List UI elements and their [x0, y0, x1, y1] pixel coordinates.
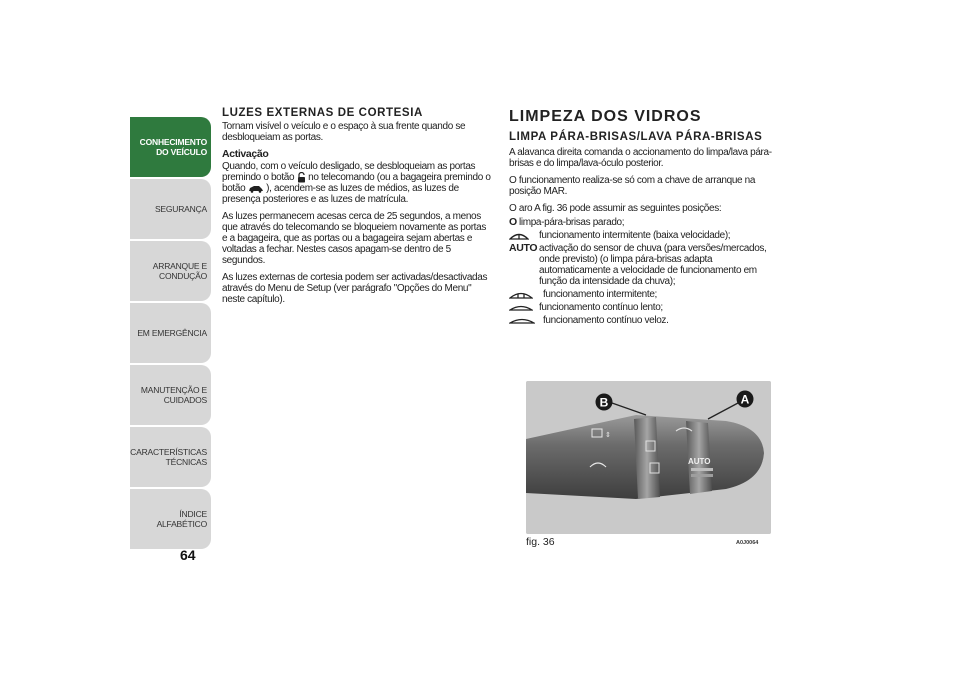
key-paragraph: O funcionamento realiza-se só com a chave de arranque na posição MAR.	[509, 175, 756, 197]
activation-paragraph: Quando, com o veículo desligado, se desbloqueiam as portas premindo o botão no telecomando (ou a bagageira premindo o botão ), acendem-se as luzes de médios, as luzes de presença posteriores e as luzes de matrícula.	[222, 161, 491, 206]
stalk-auto-label: AUTO	[688, 457, 711, 466]
car-trunk-icon	[248, 184, 264, 193]
chapter-tabs	[130, 117, 211, 551]
tab-conhecimento-do-veiculo[interactable]	[130, 117, 211, 177]
tab-label: ARRANQUE E	[152, 261, 207, 271]
lever-paragraph: A alavanca direita comanda o accionamento do limpa/lava pára-brisas e do limpa/lava-óculo posterior.	[509, 147, 772, 169]
tab-label: CARACTERÍSTICAS	[130, 447, 207, 457]
list-item	[509, 302, 779, 313]
tab-em-emergencia[interactable]	[130, 303, 211, 363]
intro-paragraph: Tornam visível o veículo e o espaço à sua frente quando se desbloqueiam as portas.	[222, 121, 466, 143]
position-text: funcionamento contínuo lento;	[539, 302, 663, 313]
tab-indice-alfabetico[interactable]	[130, 489, 211, 549]
positions-intro: O aro A fig. 36 pode assumir as seguintes posições:	[509, 203, 722, 214]
list-item	[509, 243, 779, 287]
tab-label: CONDUÇÃO	[159, 271, 207, 281]
page-number: 64	[180, 547, 196, 563]
right-column	[509, 108, 779, 328]
tab-label: ÍNDICE ALFABÉTICO	[156, 509, 207, 529]
tab-seguranca[interactable]	[130, 179, 211, 239]
tab-label: CUIDADOS	[163, 395, 207, 405]
tab-label: TÉCNICAS	[165, 457, 207, 467]
left-column	[222, 108, 492, 311]
callout-a-label: A	[740, 392, 750, 407]
figure-code: A0J0064	[736, 540, 759, 546]
position-text: funcionamento intermitente;	[543, 289, 657, 300]
position-symbol: O	[509, 216, 517, 228]
tab-manutencao-e-cuidados[interactable]	[130, 365, 211, 425]
wiper-intermittent-fast-icon	[509, 291, 533, 299]
position-text: activação do sensor de chuva (para versões/mercados, onde previsto) (o limpa pára-brisas adapta automaticamente a velocidade de funcionamento em função da intensidade da chuva);	[539, 243, 767, 287]
wiper-fast-icon	[509, 317, 535, 324]
position-text: limpa-pára-brisas parado;	[519, 217, 625, 228]
wiper-intermittent-icon	[509, 232, 529, 240]
subheading: Activação	[222, 148, 269, 160]
tab-label: CONHECIMENTO	[139, 137, 207, 147]
tab-caracteristicas-tecnicas[interactable]	[130, 427, 211, 487]
list-item	[509, 289, 779, 300]
figure-caption: fig. 36	[526, 536, 555, 548]
list-item	[509, 230, 779, 241]
tab-arranque-e-conducao[interactable]	[130, 241, 211, 301]
tab-label: MANUTENÇÃO E	[140, 385, 207, 395]
list-item	[509, 217, 779, 228]
list-item	[509, 315, 779, 326]
wiper-slow-icon	[509, 304, 533, 311]
section-title: LIMPEZA DOS VIDROS	[509, 108, 702, 125]
position-text: funcionamento contínuo veloz.	[543, 315, 669, 326]
setup-paragraph: As luzes externas de cortesia podem ser activadas/desactivadas através do Menu de Setup (ver parágrafo "Opções do Menu" neste capítulo).	[222, 272, 488, 306]
section-heading: LIMPA PÁRA-BRISAS/LAVA PÁRA-BRISAS	[509, 131, 763, 143]
tab-label: SEGURANÇA	[154, 204, 207, 214]
tab-label: EM EMERGÊNCIA	[137, 328, 207, 338]
duration-paragraph: As luzes permanecem acesas cerca de 25 segundos, a menos que através do telecomando se bloqueiem novamente as portas e a bagageira, que as portas ou a bagageira sejam abertas e voltadas a fechar. Nestes casos apagam-se dentro de 5 segundos.	[222, 211, 486, 267]
wiper-stalk-figure	[526, 381, 771, 534]
position-symbol: AUTO	[509, 242, 538, 254]
section-heading: LUZES EXTERNAS DE CORTESIA	[222, 107, 423, 119]
svg-text:⇕: ⇕	[605, 432, 611, 439]
callout-b-label: B	[599, 395, 609, 410]
tab-label: DO VEÍCULO	[156, 147, 207, 157]
unlock-icon	[297, 172, 306, 183]
wiper-stalk-illustration	[526, 381, 771, 534]
position-text: funcionamento intermitente (baixa velocidade);	[539, 230, 731, 241]
